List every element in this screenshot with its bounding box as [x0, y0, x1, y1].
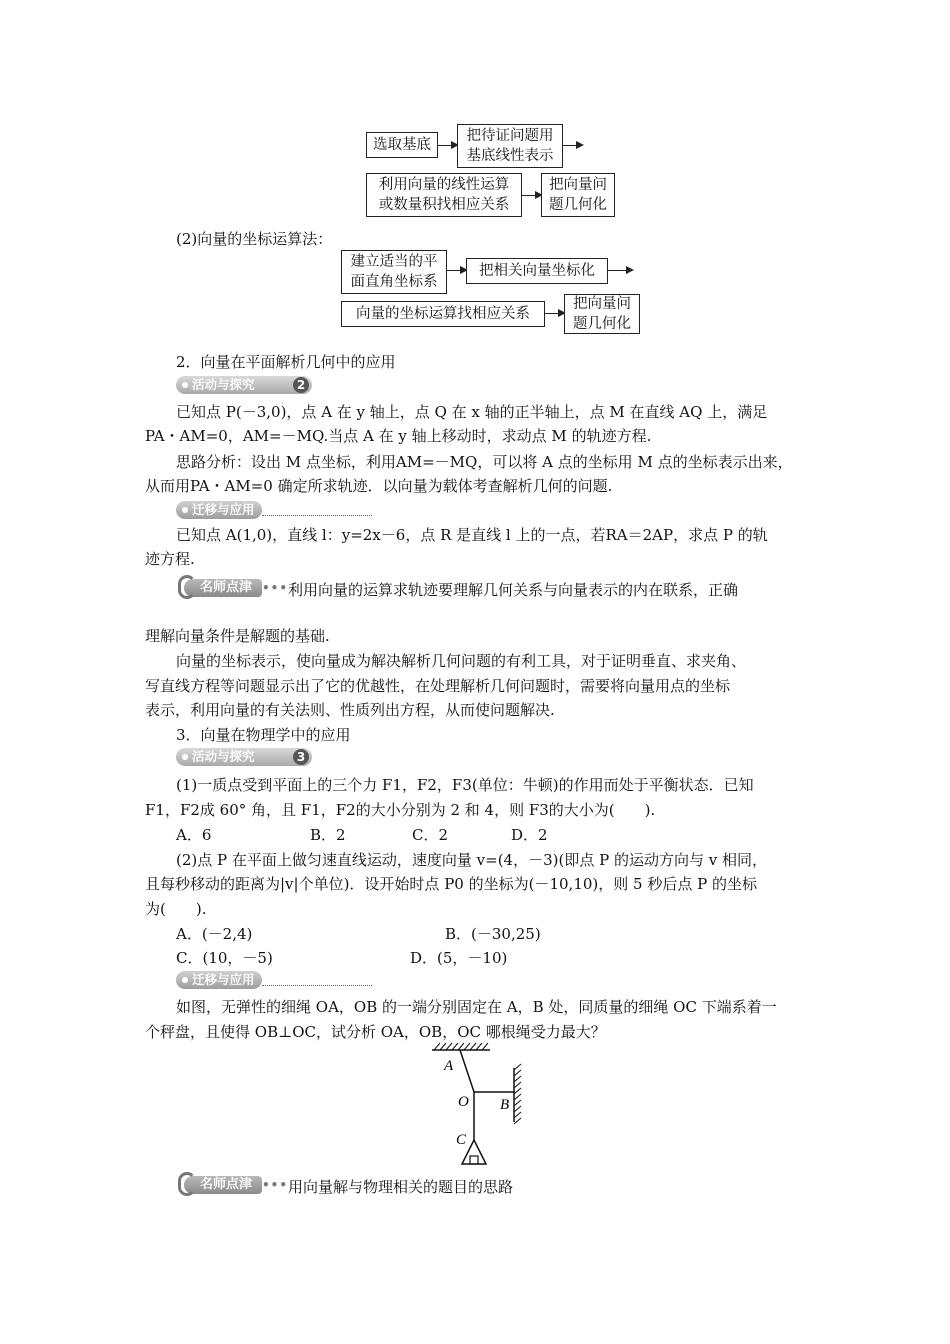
flow1-box-geometrize: 把向量问 题几何化	[541, 173, 615, 217]
problem2-line2: PA・AM=0，AM=－MQ.当点 A 在 y 轴上移动时，求动点 M 的轨迹方程.	[145, 427, 652, 445]
badge-number: 3	[293, 749, 309, 765]
tag-dots-icon: •••	[261, 581, 288, 595]
q1-option-a: A．6	[176, 826, 212, 844]
dotted-rule	[262, 515, 372, 516]
flow2-box-coordinate-operations: 向量的坐标运算找相应关系	[341, 301, 545, 327]
q1-option-d: D．2	[511, 826, 548, 844]
q1-option-b: B．2	[310, 826, 346, 844]
q2-option-a: A．(－2,4)	[176, 925, 253, 943]
tag-tips-1: 名师点津 •••	[184, 579, 262, 597]
flow1-box-select-basis: 选取基底	[366, 132, 438, 158]
problem2-line1: 已知点 P(－3,0)，点 A 在 y 轴上，点 Q 在 x 轴的正半轴上，点 M 在直线 AQ 上，满足	[176, 403, 768, 421]
ceiling-hatch	[434, 1043, 488, 1050]
label-b: B	[500, 1097, 510, 1113]
wall-hatch	[514, 1064, 521, 1124]
q2-line1: (2)点 P 在平面上做匀速直线运动，速度向量 v=(4，－3)(即点 P 的运动方向与 v 相同，	[176, 851, 767, 869]
flow1-arrow-3	[522, 195, 541, 196]
badge-number: 2	[293, 377, 309, 393]
flow2-arrow-3	[545, 313, 564, 314]
badge-dot-icon	[182, 382, 188, 388]
label-o: O	[458, 1094, 469, 1110]
flow2-box-coordinatize: 把相关向量坐标化	[466, 258, 608, 284]
tips1-line2: 理解向量条件是解题的基础.	[145, 627, 330, 645]
dotted-rule	[262, 985, 372, 986]
transfer2-line2: 个秤盘，且使得 OB⊥OC，试分析 OA，OB，OC 哪根绳受力最大？	[145, 1023, 606, 1041]
transfer1-line1: 已知点 A(1,0)，直线 l：y=2x－6，点 R 是直线 l 上的一点，若RA＝2AP，求点 P 的轨	[176, 526, 768, 544]
flow1-arrow-2	[563, 145, 582, 146]
rope-oa	[460, 1050, 474, 1092]
tag-tips-2: 名师点津 •••	[184, 1176, 262, 1194]
tips2-text: 用向量解与物理相关的题目的思路	[288, 1178, 514, 1196]
rope-tension-figure	[420, 1040, 530, 1170]
q1-line1: (1)一质点受到平面上的三个力 F1，F2，F3(单位：牛顿)的作用而处于平衡状态．已知	[176, 776, 754, 794]
tips1-line1: 利用向量的运算求轨迹要理解几何关系与向量表示的内在联系，正确	[288, 581, 739, 599]
flow2-box-geometrize: 把向量问 题几何化	[564, 294, 640, 334]
badge-dot-icon	[182, 507, 188, 513]
flow2-arrow-2	[608, 270, 632, 271]
weight-block	[470, 1156, 478, 1164]
q1-option-c: C．2	[412, 826, 449, 844]
tag-dots-icon: •••	[261, 1178, 288, 1192]
analysis-line2: 从而用PA・AM=0 确定所求轨迹．以向量为载体考查解析几何的问题.	[145, 477, 613, 495]
label-c: C	[456, 1132, 467, 1148]
flow2-box-coordinate-system: 建立适当的平 面直角坐标系	[341, 250, 447, 294]
flow1-arrow-1	[438, 145, 457, 146]
q2-line3: 为( ).	[145, 900, 207, 918]
label-a: A	[444, 1058, 454, 1074]
badge-activity-3: 活动与探究 3	[176, 748, 312, 766]
coord-para-line2: 写直线方程等问题显示出了它的优越性，在处理解析几何问题时，需要将向量用点的坐标	[145, 677, 731, 695]
section-coord-method: (2)向量的坐标运算法：	[176, 230, 333, 248]
badge-dot-icon	[182, 754, 188, 760]
badge-transfer-1: 迁移与应用	[176, 501, 262, 519]
q2-option-d: D．(5，－10)	[410, 949, 508, 967]
q2-line2: 且每秒移动的距离为|v|个单位)．设开始时点 P0 的坐标为(－10,10)，则 5 秒后点 P 的坐标	[145, 875, 757, 893]
flow2-arrow-1	[447, 270, 466, 271]
badge-dot-icon	[182, 977, 188, 983]
badge-transfer-2: 迁移与应用	[176, 971, 262, 989]
analysis-line1: 思路分析：设出 M 点坐标，利用AM=－MQ，可以将 A 点的坐标用 M 点的坐标表示出来，	[176, 453, 793, 471]
q2-option-c: C．(10，－5)	[176, 949, 273, 967]
tag-ring-icon	[178, 1172, 196, 1196]
transfer1-line2: 迹方程.	[145, 550, 195, 568]
tag-ring-icon	[178, 575, 196, 599]
flow1-box-vector-operations: 利用向量的线性运算 或数量积找相应关系	[366, 173, 522, 217]
transfer2-line1: 如图，无弹性的细绳 OA，OB 的一端分别固定在 A，B 处，同质量的细绳 OC 下端系着一	[176, 998, 777, 1016]
q2-option-b: B．(－30,25)	[445, 925, 541, 943]
flow1-box-linear-represent: 把待证问题用 基底线性表示	[457, 124, 563, 168]
coord-para-line1: 向量的坐标表示，使向量成为解决解析几何问题的有利工具，对于证明垂直、求夹角、	[176, 652, 747, 670]
badge-activity-2: 活动与探究 2	[176, 376, 312, 394]
heading-section-3: 3．向量在物理学中的应用	[176, 726, 351, 744]
heading-section-2: 2．向量在平面解析几何中的应用	[176, 353, 396, 371]
coord-para-line3: 表示，利用向量的有关法则、性质列出方程，从而使问题解决.	[145, 701, 555, 719]
q1-line2: F1，F2成 60° 角，且 F1，F2的大小分别为 2 和 4，则 F3的大小为( ).	[145, 801, 656, 819]
